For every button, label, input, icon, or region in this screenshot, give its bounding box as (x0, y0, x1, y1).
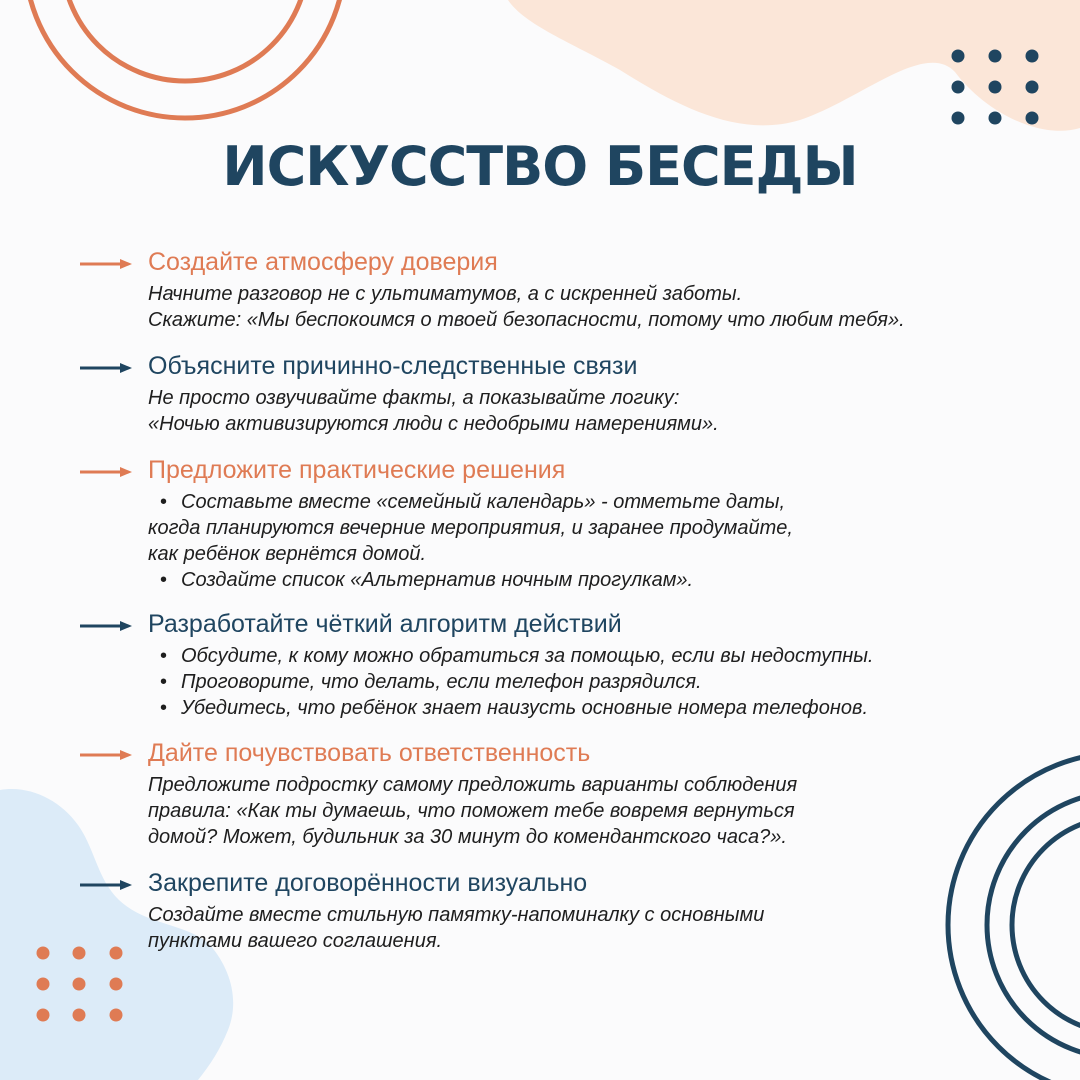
body-line: как ребёнок вернётся домой. (148, 543, 427, 565)
arrow-right-icon (80, 362, 132, 374)
bullet-line: • Убедитесь, что ребёнок знает наизусть основные номера телефонов. (148, 695, 874, 721)
bullet-line: • Обсудите, к кому можно обратиться за помощью, если вы недоступны. (148, 643, 874, 669)
bullet-line: • Проговорите, что делать, если телефон разрядился. (148, 669, 874, 695)
body-line: домой? Может, будильник за 30 минут до комендантского часа?». (148, 826, 787, 848)
body-line: «Ночью активизируются люди с недобрыми намерениями». (148, 413, 719, 435)
tip-heading: Дайте почувствовать ответственность (148, 739, 591, 767)
tip-heading: Предложите практические решения (148, 456, 566, 484)
body-line: Создайте вместе стильную памятку-напоминалку с основными (148, 904, 765, 926)
body-line: Не просто озвучивайте факты, а показывайте логику: (148, 387, 680, 409)
arrow-right-icon (80, 258, 132, 270)
orange-circle-outline (25, 0, 345, 118)
body-line: правила: «Как ты думаешь, что поможет тебе вовремя вернуться (148, 800, 795, 822)
bullet-line: • Создайте список «Альтернатив ночным прогулкам». (148, 567, 793, 593)
navy-circle-outline (948, 753, 1080, 1080)
arrow-right-icon (80, 879, 132, 891)
body-line: пунктами вашего соглашения. (148, 930, 443, 952)
body-line: Предложите подростку самому предложить варианты соблюдения (148, 774, 798, 796)
tip-body (148, 281, 905, 333)
tip-body (148, 489, 793, 593)
tip-body (148, 902, 764, 954)
arrow-right-icon (80, 749, 132, 761)
arrow-right-icon (80, 466, 132, 478)
peach-blob (508, 0, 1080, 131)
tip-body (148, 772, 797, 850)
bullet-line: • Составьте вместе «семейный календарь» - отметьте даты, (148, 489, 793, 515)
body-line: Скажите: «Мы беспокоимся о твоей безопасности, потому что любим тебя». (148, 309, 905, 331)
page-title: ИСКУССТВО БЕСЕДЫ (222, 135, 858, 198)
tip-heading: Закрепите договорённости визуально (148, 869, 588, 897)
tip-body (148, 643, 874, 721)
body-line: Начните разговор не с ультиматумов, а с искренней заботы. (148, 283, 743, 305)
tip-heading: Разработайте чёткий алгоритм действий (148, 610, 622, 638)
body-line: когда планируются вечерние мероприятия, и заранее продумайте, (148, 517, 793, 539)
arrow-right-icon (80, 620, 132, 632)
tip-heading: Объясните причинно-следственные связи (148, 352, 638, 380)
tip-body (148, 385, 719, 437)
tip-heading: Создайте атмосферу доверия (148, 248, 498, 276)
